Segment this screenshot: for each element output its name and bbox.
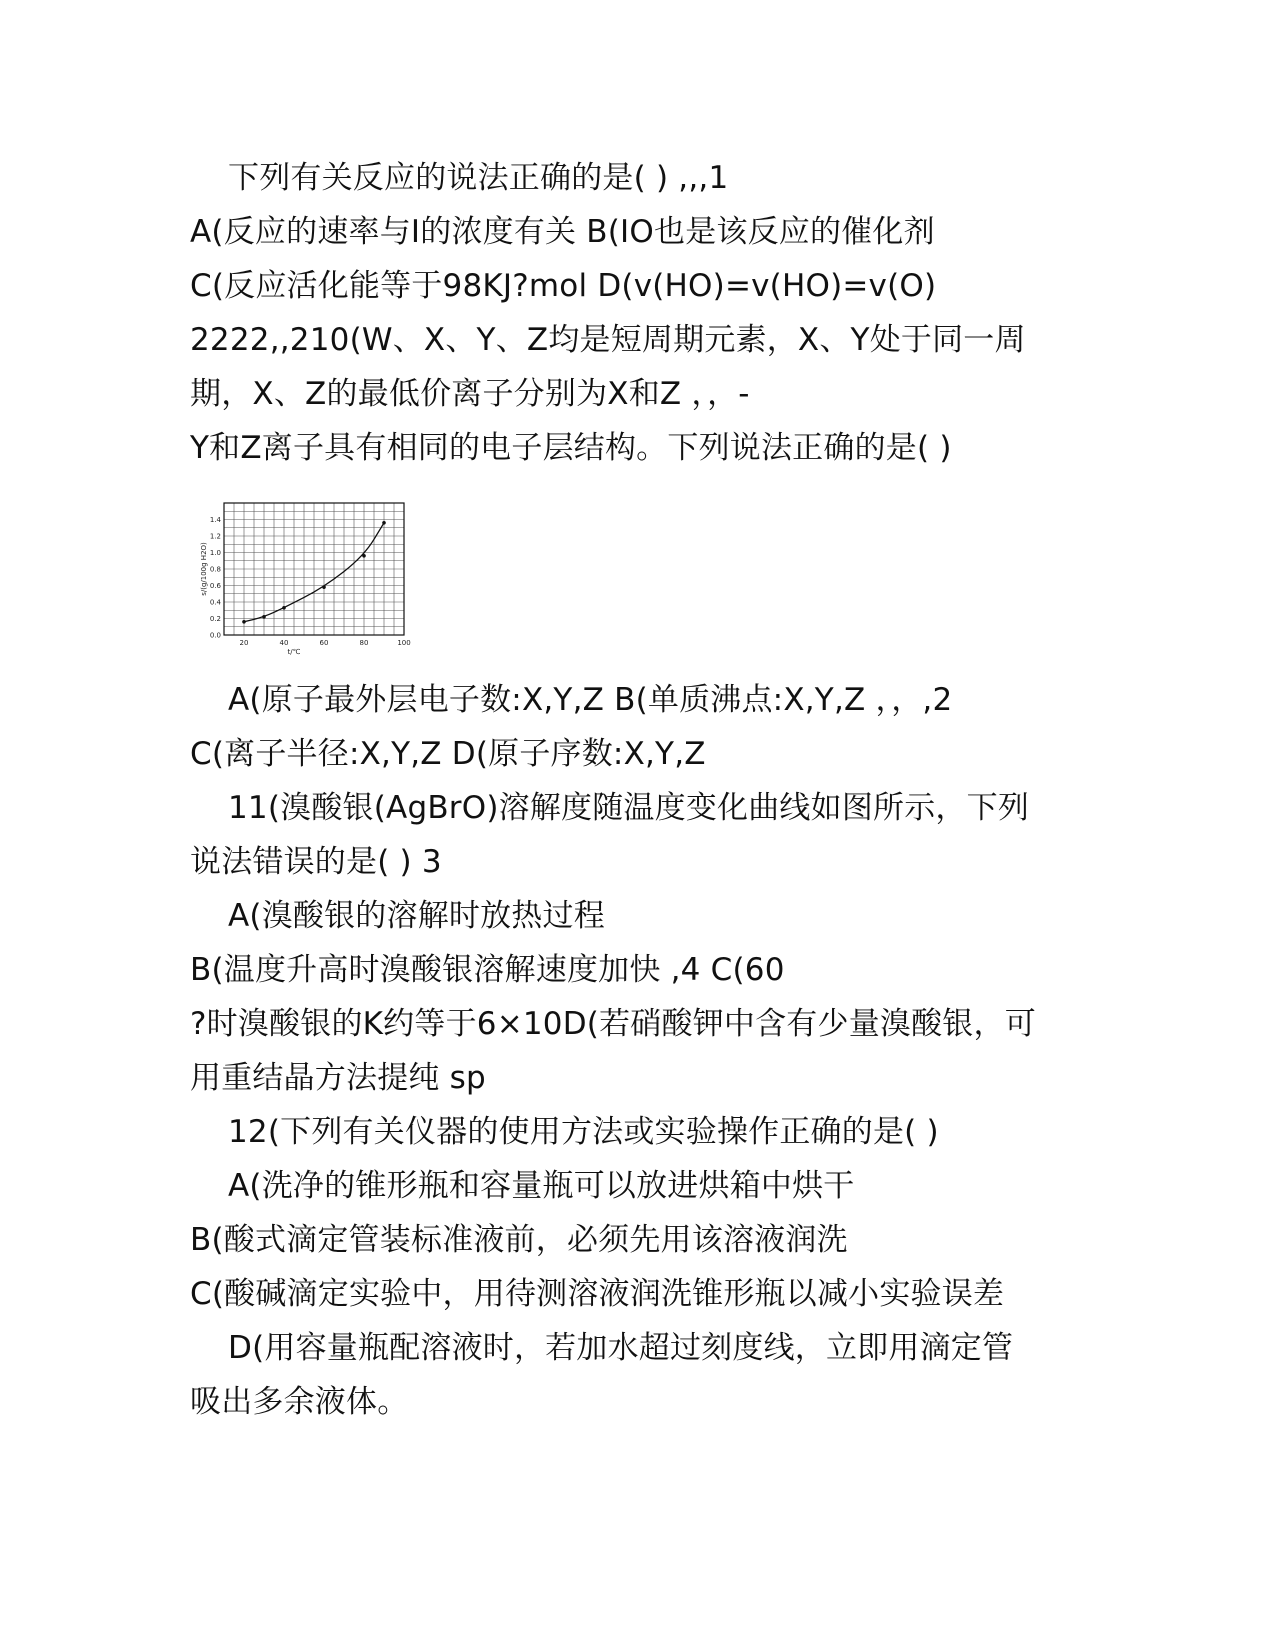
text-line-12: B(温度升高时溴酸银溶解速度加快 ,4 C(60 xyxy=(190,952,785,988)
y-tick-label: 1.4 xyxy=(209,516,221,524)
solubility-chart xyxy=(196,495,426,675)
text-line-15: 12(下列有关仪器的使用方法或实验操作正确的是( ) xyxy=(228,1114,939,1150)
y-tick-label: 0.6 xyxy=(209,582,221,590)
x-tick-label: 20 xyxy=(239,639,249,647)
data-point xyxy=(362,554,366,558)
data-point xyxy=(242,620,246,624)
y-tick-label: 0.8 xyxy=(209,565,221,574)
text-line-19: D(用容量瓶配溶液时，若加水超过刻度线，立即用滴定管 xyxy=(228,1330,1014,1366)
x-tick-label: 100 xyxy=(397,639,411,647)
text-line-18: C(酸碱滴定实验中，用待测溶液润洗锥形瓶以减小实验误差 xyxy=(190,1276,1005,1312)
text-line-20: 吸出多余液体。 xyxy=(190,1384,409,1420)
x-tick-label: 60 xyxy=(319,639,329,647)
text-line-11: A(溴酸银的溶解时放热过程 xyxy=(228,898,605,934)
text-line-4: 2222,,210(W、X、Y、Z均是短周期元素，X、Y处于同一周 xyxy=(190,322,1026,358)
text-line-6: Y和Z离子具有相同的电子层结构。下列说法正确的是( ) xyxy=(190,430,952,466)
y-tick-label: 1.2 xyxy=(209,532,221,541)
data-point xyxy=(282,606,286,610)
text-line-9: 11(溴酸银(AgBrO)溶解度随温度变化曲线如图所示，下列 xyxy=(228,790,1030,826)
text-line-2: A(反应的速率与I的浓度有关 B(IO也是该反应的催化剂 xyxy=(190,214,935,250)
text-line-7: A(原子最外层电子数:X,Y,Z B(单质沸点:X,Y,Z ，，,2 xyxy=(228,682,953,718)
y-tick-label: 0.4 xyxy=(209,598,221,607)
text-line-8: C(离子半径:X,Y,Z D(原子序数:X,Y,Z xyxy=(190,736,706,772)
y-tick-label: 1.0 xyxy=(209,549,221,557)
data-point xyxy=(382,521,386,525)
text-line-14: 用重结晶方法提纯 sp xyxy=(190,1060,486,1096)
text-line-13: ?时溴酸银的K约等于6×10D(若硝酸钾中含有少量溴酸银，可 xyxy=(190,1006,1036,1042)
solubility-chart-svg xyxy=(196,495,426,675)
data-point xyxy=(262,615,266,619)
data-point xyxy=(322,585,326,589)
text-line-3: C(反应活化能等于98KJ?mol D(v(HO)=v(HO)=v(O) xyxy=(190,268,937,304)
text-line-10: 说法错误的是( ) 3 xyxy=(190,844,442,880)
x-tick-label: 80 xyxy=(359,639,369,647)
y-axis-label: s/(g/100g H2O) xyxy=(200,542,208,596)
x-tick-label: 40 xyxy=(279,639,289,647)
y-tick-label: 0.0 xyxy=(209,631,221,640)
x-axis-label: t/℃ xyxy=(287,648,301,656)
text-line-17: B(酸式滴定管装标准液前，必须先用该溶液润洗 xyxy=(190,1222,848,1258)
text-line-16: A(洗净的锥形瓶和容量瓶可以放进烘箱中烘干 xyxy=(228,1168,855,1204)
text-line-5: 期，X、Z的最低价离子分别为X和Z ，，- xyxy=(190,376,750,412)
y-tick-label: 0.2 xyxy=(209,615,221,623)
text-line-1: 下列有关反应的说法正确的是( ) ,,,1 xyxy=(228,160,729,196)
